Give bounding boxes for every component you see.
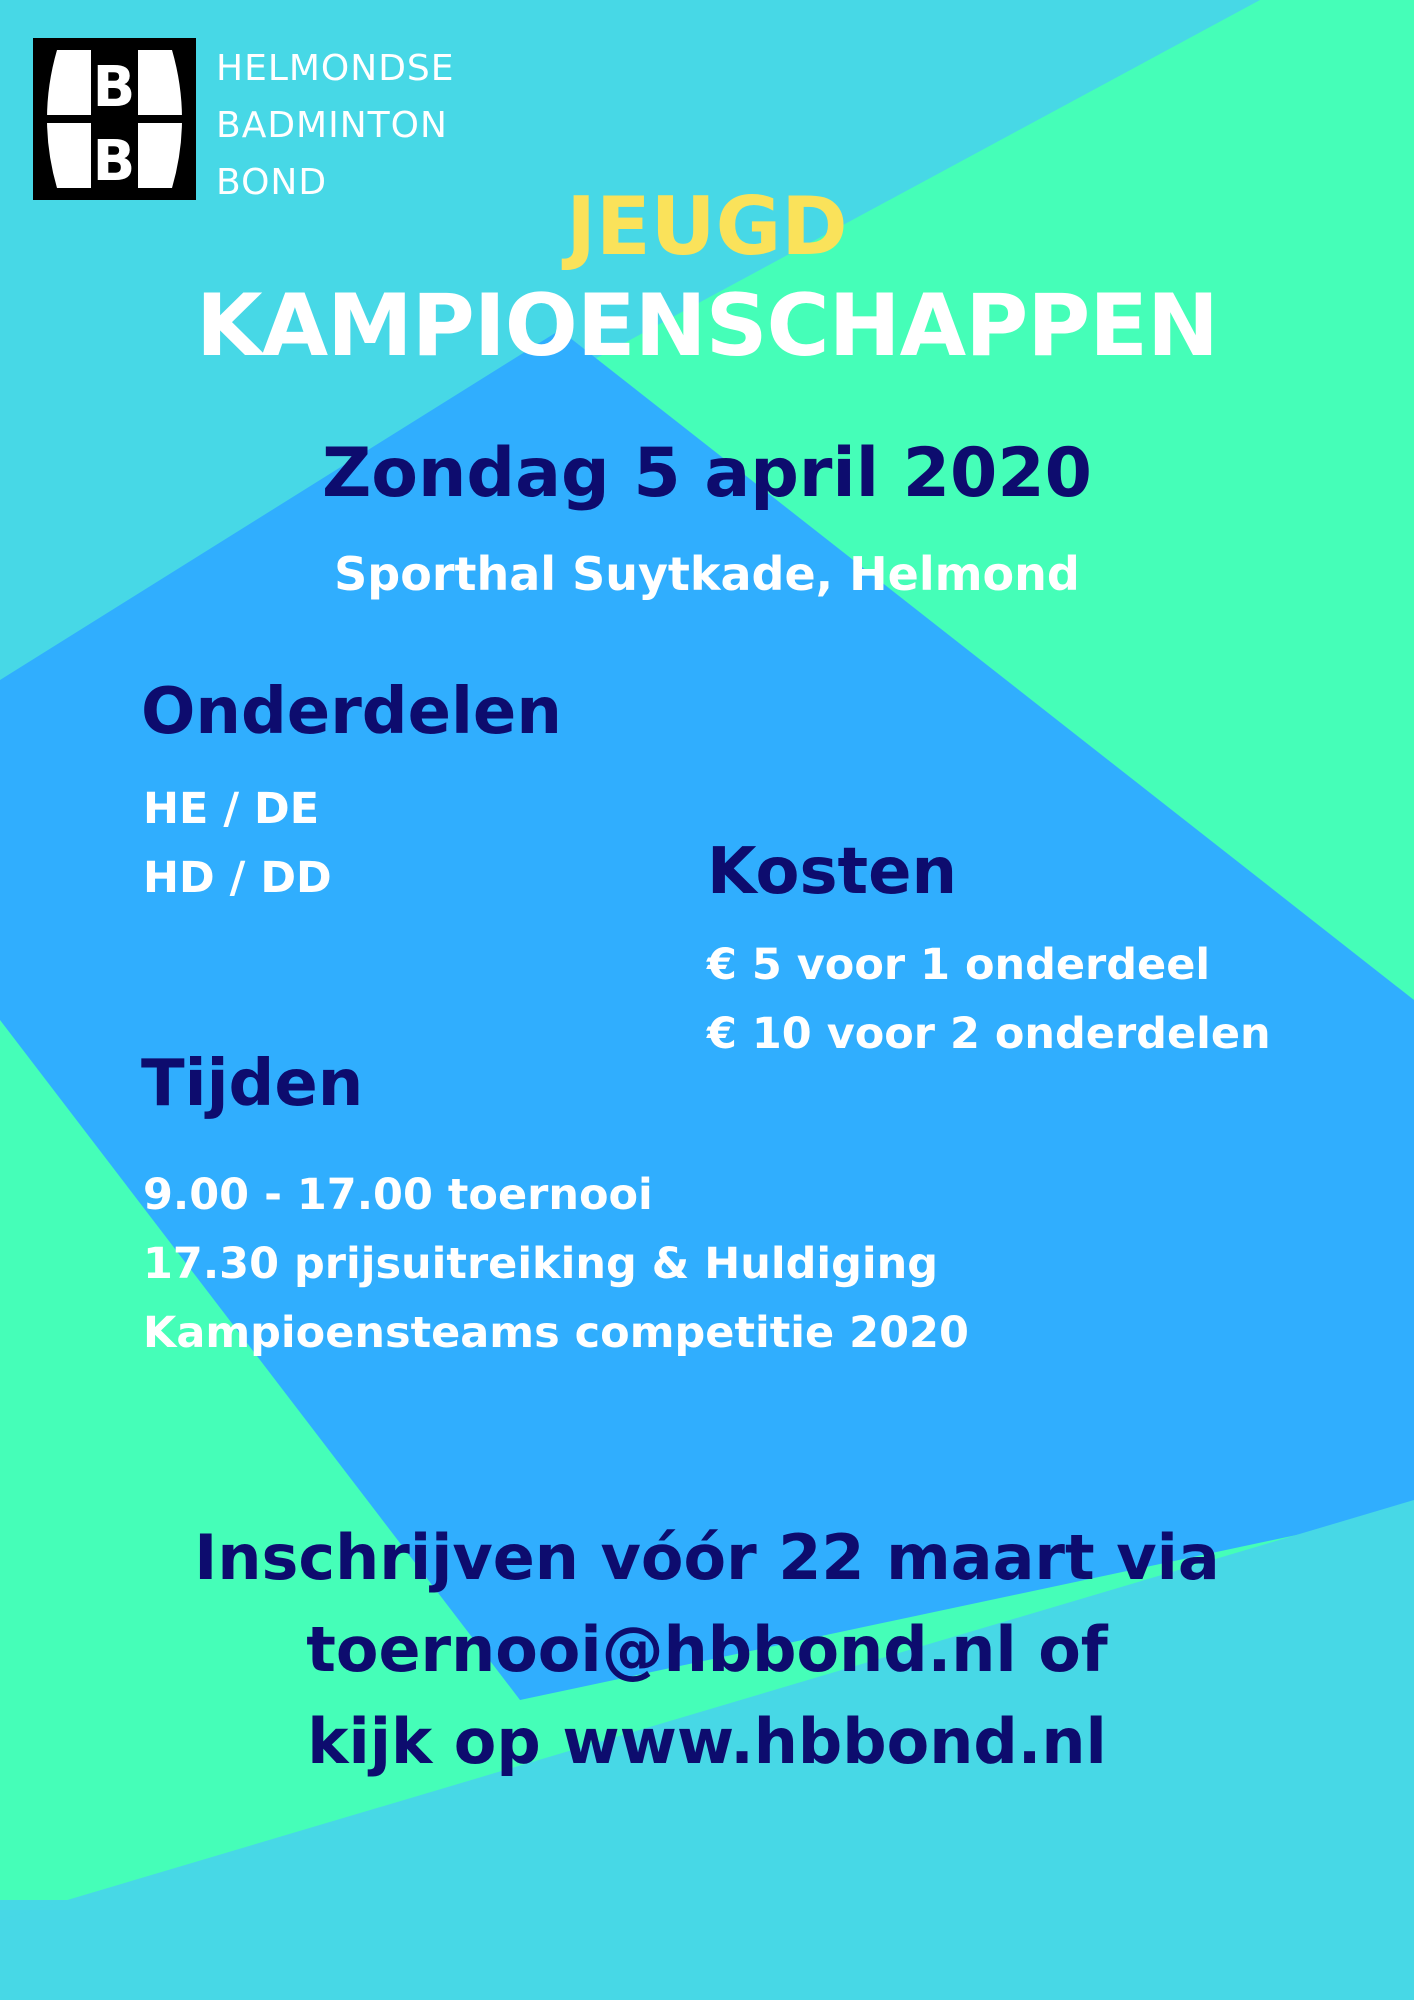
onderdelen-list bbox=[143, 775, 332, 913]
registration-info bbox=[0, 1512, 1414, 1788]
tijden-list bbox=[143, 1161, 969, 1368]
cta-line: toernooi@hbbond.nl of bbox=[306, 1613, 1108, 1686]
org-line: BADMINTON bbox=[216, 105, 448, 146]
list-item: HD / DD bbox=[143, 853, 332, 903]
list-item: € 5 voor 1 onderdeel bbox=[707, 940, 1211, 990]
kosten-list bbox=[707, 931, 1271, 1069]
hbb-logo bbox=[33, 38, 196, 200]
list-item: Kampioensteams competitie 2020 bbox=[143, 1308, 969, 1358]
list-item: HE / DE bbox=[143, 784, 320, 834]
title-jeugd: JEUGD bbox=[566, 180, 848, 273]
list-item: 9.00 - 17.00 toernooi bbox=[143, 1170, 653, 1220]
tijden-heading: Tijden bbox=[141, 1047, 364, 1121]
logo-letter-bottom: B bbox=[92, 129, 136, 194]
org-line: BOND bbox=[216, 162, 328, 203]
onderdelen-heading: Onderdelen bbox=[141, 675, 562, 749]
list-item: € 10 voor 2 onderdelen bbox=[707, 1009, 1271, 1059]
kosten-heading: Kosten bbox=[707, 835, 958, 909]
cta-line: kijk op www.hbbond.nl bbox=[307, 1705, 1107, 1778]
cta-line: Inschrijven vóór 22 maart via bbox=[194, 1521, 1220, 1594]
event-location: Sporthal Suytkade, Helmond bbox=[334, 547, 1080, 601]
list-item: 17.30 prijsuitreiking & Huldiging bbox=[143, 1239, 938, 1289]
logo-letter-top: B bbox=[92, 55, 136, 120]
title-kampioenschappen: KAMPIOENSCHAPPEN bbox=[195, 276, 1218, 376]
hbb-logo-icon bbox=[33, 38, 196, 200]
org-line: HELMONDSE bbox=[216, 48, 455, 89]
event-date: Zondag 5 april 2020 bbox=[322, 434, 1092, 513]
